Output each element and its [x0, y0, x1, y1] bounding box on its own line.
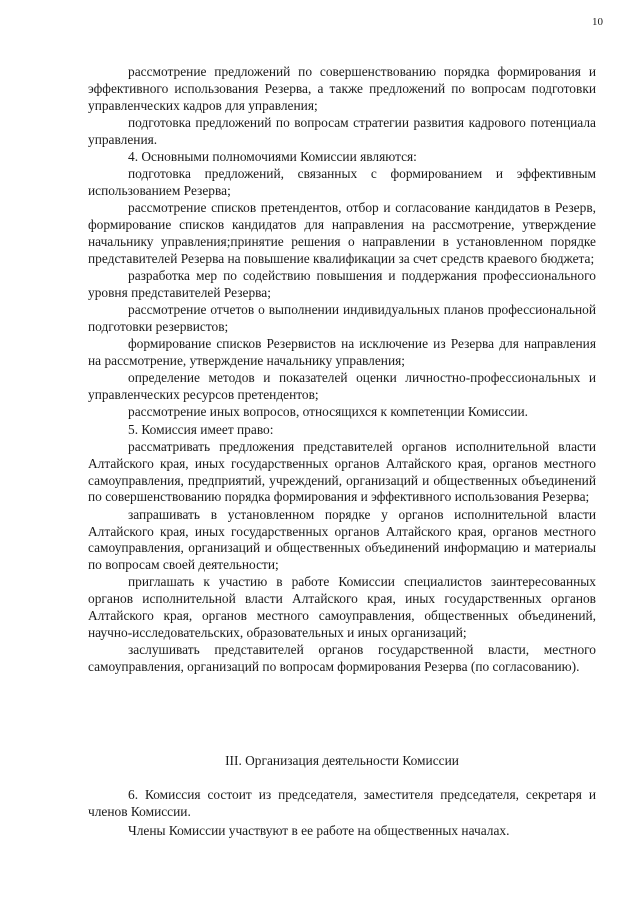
document-body	[88, 64, 596, 676]
paragraph: 5. Комиссия имеет право:	[128, 421, 274, 437]
paragraph: 4. Основными полномочиями Комиссии являются:	[128, 148, 417, 164]
paragraph: определение методов и показателей оценки личностно-профессиональных и управленческих ресурсов претендентов;	[88, 370, 596, 403]
paragraph: заслушивать представителей органов государственной власти, местного самоуправления, организаций по вопросам формирования Резерва (по согласованию).	[88, 642, 596, 674]
paragraph: рассмотрение отчетов о выполнении индивидуальных планов профессиональной подготовки резервистов;	[88, 302, 596, 334]
paragraph: рассмотрение списков претендентов, отбор и согласование кандидатов в Резерв, формирование списков кандидатов для направления на рассмотрение, утверждение начальнику управления;принятие решения о направлении в установленном порядке представителей Резерва на повышение квалификации за счет средств краевого бюджета;	[88, 200, 596, 266]
paragraph: подготовка предложений по вопросам стратегии развития кадрового потенциала управления.	[88, 114, 596, 147]
document-body-section-3	[88, 787, 596, 841]
paragraph: запрашивать в установленном порядке у органов исполнительной власти Алтайского края, иных государственных органов Алтайского края, органов местного самоуправления, организаций и общественных объединений информацию и материалы по вопросам своей деятельности;	[88, 506, 596, 573]
paragraph: рассмотрение иных вопросов, относящихся к компетенции Комиссии.	[128, 404, 528, 420]
paragraph: рассматривать предложения представителей органов исполнительной власти Алтайского края, иных государственных органов Алтайского края, органов местного самоуправления, предприятий, учреждений, организаций и общественных объединений по совершенствованию порядка формирования и эффективного использования Резерва;	[88, 439, 596, 505]
section-heading: III. Организация деятельности Комиссии	[225, 753, 459, 768]
paragraph: подготовка предложений, связанных с формированием и эффективным использованием Резерва;	[88, 166, 596, 199]
paragraph: разработка мер по содействию повышения и поддержания профессионального уровня представителей Резерва;	[88, 268, 596, 300]
paragraph: Члены Комиссии участвуют в ее работе на общественных началах.	[128, 822, 510, 838]
paragraph: рассмотрение предложений по совершенствованию порядка формирования и эффективного использования Резерва, а также предложений по вопросам подготовки управленческих кадров для управления;	[88, 64, 596, 113]
page-number: 10	[592, 16, 603, 28]
paragraph: формирование списков Резервистов на исключение из Резерва для направления на рассмотрение, утверждение начальнику управления;	[88, 336, 596, 369]
paragraph: 6. Комиссия состоит из председателя, заместителя председателя, секретаря и членов Комиссии.	[88, 787, 596, 819]
paragraph: приглашать к участию в работе Комиссии специалистов заинтересованных органов исполнительной власти Алтайского края, иных государственных органов Алтайского края, органов местного самоуправления, общественных объединений, научно-исследовательских, образовательных и иных организаций;	[88, 574, 596, 640]
